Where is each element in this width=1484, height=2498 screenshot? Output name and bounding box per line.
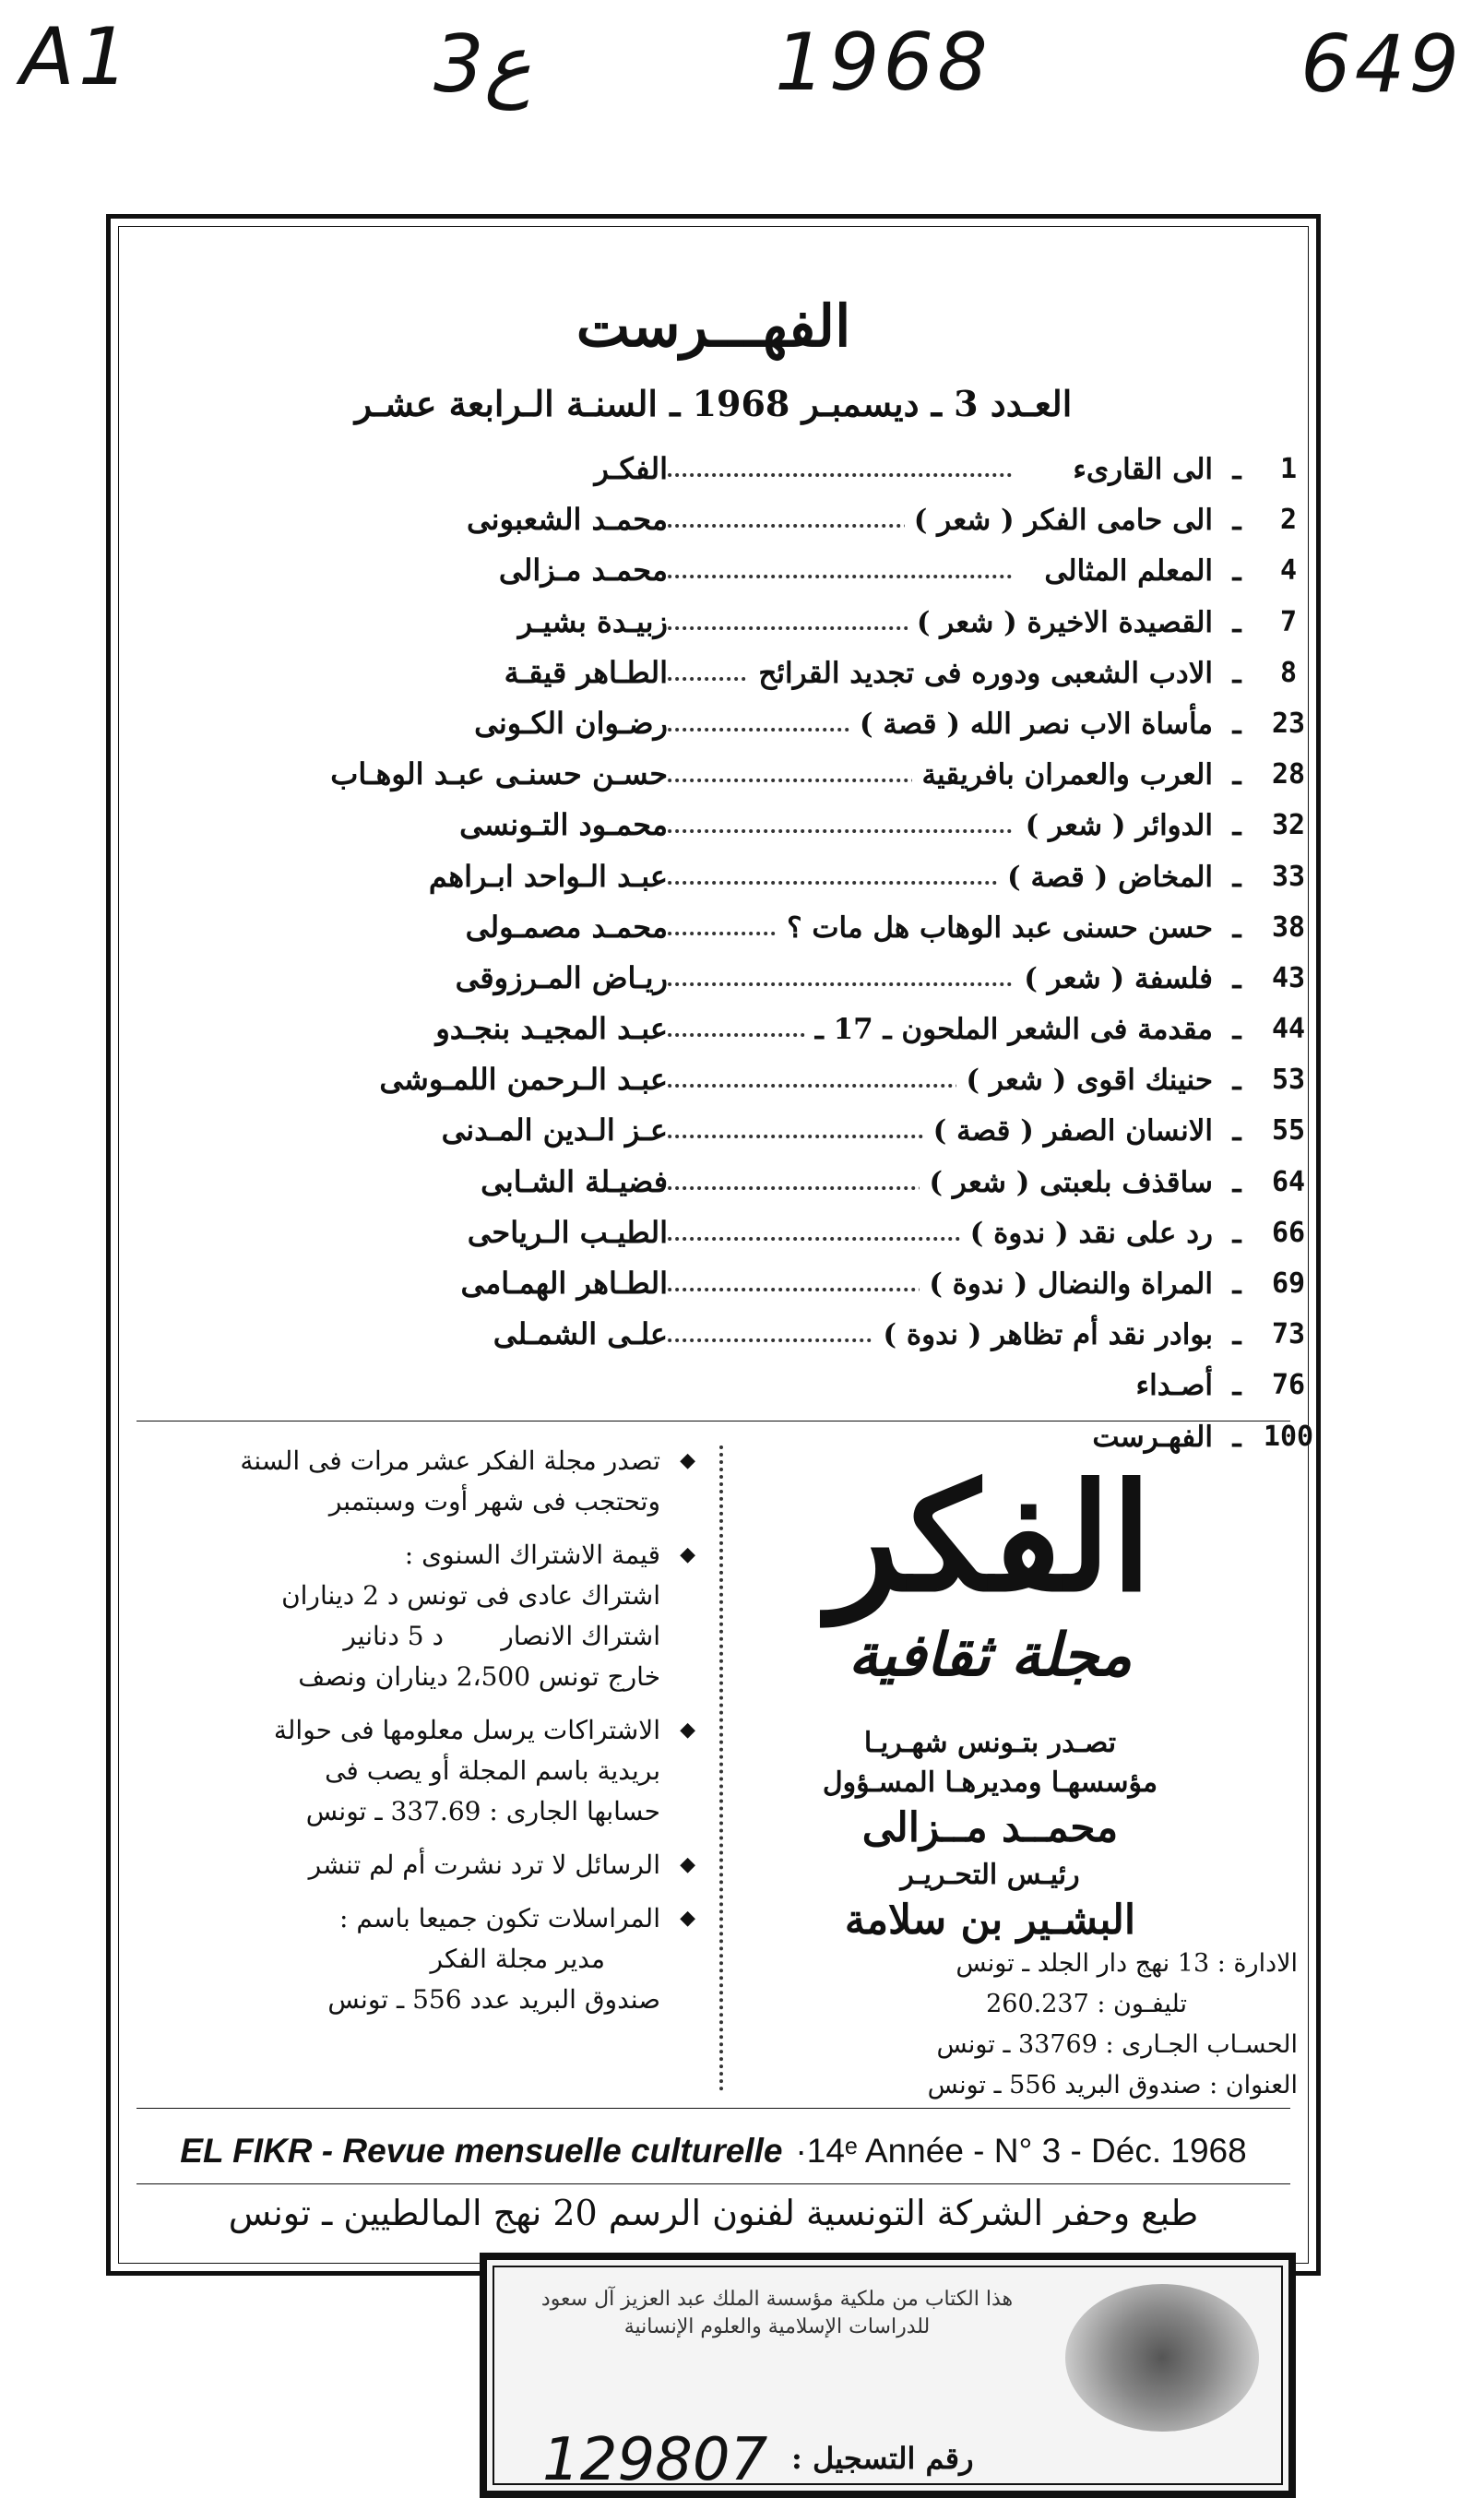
toc-page-number: 53 xyxy=(1271,1064,1306,1097)
toc-page-number: 23 xyxy=(1271,707,1306,740)
toc-page-number: 8 xyxy=(1279,656,1298,689)
toc-entry-author: عبـد الـواحد ابـراهم xyxy=(249,859,668,894)
toc-dash: ـ xyxy=(1232,504,1241,538)
toc-page-number: 33 xyxy=(1271,860,1306,893)
toc-entry-author: عبـد الـرحمن اللمـوشى xyxy=(249,1062,668,1097)
toc-entry-title: الى القارىء xyxy=(1063,453,1213,486)
info-item xyxy=(138,1441,701,1522)
toc-dash: ـ xyxy=(1232,1420,1241,1454)
editor-name: البشـير بن سلامة xyxy=(844,1897,1136,1944)
toc-entry-title: الدوائر ( شعر ) xyxy=(1016,809,1213,842)
info-line: صندوق البريد عدد 556 ـ تونس xyxy=(327,1984,660,2015)
toc-entry-title: المخاض ( قصة ) xyxy=(998,861,1213,894)
toc-entry xyxy=(249,704,1316,755)
toc-entry-author: محمـد مـزالى xyxy=(249,553,668,588)
toc-entry-title: الى حامى الفكر ( شعر ) xyxy=(905,504,1213,537)
info-line: المراسلات تكون جميعا باسم : xyxy=(339,1903,660,1933)
toc-entry-title: المراة والنضال ( ندوة ) xyxy=(920,1267,1213,1301)
toc-entry-author: الطـاهر الهمـامى xyxy=(249,1266,668,1301)
toc-entry-title: حسن حسنى عبد الوهاب هل مات ؟ xyxy=(778,911,1213,945)
toc-entry xyxy=(249,908,1316,958)
toc-entry-title: المعلم المثالى xyxy=(1035,554,1213,588)
toc-entry-title: رد على نقد ( ندوة ) xyxy=(961,1217,1213,1250)
toc-entry-title: الفهـرست xyxy=(1083,1421,1213,1454)
bullet-icon: ◆ xyxy=(680,1907,695,1930)
toc-entry-author: زبيـدة بشيـر xyxy=(249,604,668,639)
info-line: تصدر مجلة الفكر عشر مرات فى السنة xyxy=(240,1445,660,1476)
toc-page-number: 76 xyxy=(1271,1369,1306,1402)
toc-dash: ـ xyxy=(1232,1318,1241,1352)
toc-entry-author: ريـاض المـرزوقى xyxy=(249,960,668,995)
toc-page-number: 38 xyxy=(1271,910,1306,944)
toc-entry-author: حسـن حسنـى عبـد الوهـاب xyxy=(249,756,668,791)
toc-entry xyxy=(249,1213,1316,1264)
toc-entry-author: محمـود التـونسى xyxy=(249,807,668,842)
library-stamp xyxy=(480,2253,1296,2498)
toc-entry-title: العرب والعمران بافريقية xyxy=(912,758,1213,791)
toc-page-number: 4 xyxy=(1279,554,1298,588)
toc-dash: ـ xyxy=(1232,758,1241,792)
toc-title: الفهـــرست xyxy=(576,292,851,360)
toc-entry xyxy=(249,1009,1316,1060)
french-footer-title: EL FIKR - Revue mensuelle culturelle xyxy=(180,2132,783,2170)
toc-entry-title: الادب الشعبى ودوره فى تجديد القرائح xyxy=(749,657,1213,690)
toc-dash: ـ xyxy=(1232,809,1241,843)
toc-dash: ـ xyxy=(1232,1013,1241,1047)
info-line: خارج تونس 2،500 ديناران ونصف xyxy=(298,1661,660,1692)
toc-dash: ـ xyxy=(1232,656,1241,690)
toc-entry-title: ساقذف بلعبتى ( شعر ) xyxy=(920,1166,1213,1199)
magazine-logo: الفكر xyxy=(828,1451,1152,1624)
toc-entry xyxy=(249,1264,1316,1314)
toc-entry xyxy=(249,602,1316,653)
toc-dash: ـ xyxy=(1232,1165,1241,1199)
toc-entry-author: الطـاهر قيقـة xyxy=(249,655,668,690)
bullet-icon: ◆ xyxy=(680,1449,695,1472)
annotation-second: 3ع xyxy=(433,18,532,111)
info-line: بريدية باسم المجلة أو يصب فى xyxy=(325,1755,660,1786)
toc-entry xyxy=(249,500,1316,551)
page-frame xyxy=(106,214,1321,2276)
admin-details xyxy=(738,1944,1298,2106)
toc-page-number: 2 xyxy=(1279,504,1298,537)
annotation-page-number: 649 xyxy=(1300,18,1464,111)
bullet-icon: ◆ xyxy=(680,1543,695,1566)
toc-page-number: 43 xyxy=(1271,961,1306,994)
info-line: الاشتراكات يرسل معلومها فى حوالة xyxy=(273,1715,660,1745)
stamp-seal-icon xyxy=(1065,2284,1259,2432)
info-item xyxy=(138,1710,701,1832)
toc-entry-title: بوادر نقد أم تظاهر ( ندوة ) xyxy=(873,1318,1213,1351)
info-line: حسابها الجارى : 337.69 ـ تونس xyxy=(305,1796,660,1826)
toc-dash: ـ xyxy=(1232,453,1241,486)
toc-entry-title: أصـداء xyxy=(1127,1369,1213,1402)
toc-page-number: 55 xyxy=(1271,1114,1306,1148)
toc-page-number: 73 xyxy=(1271,1318,1306,1351)
toc-dash: ـ xyxy=(1232,1267,1241,1301)
bullet-icon: ◆ xyxy=(680,1853,695,1876)
toc-page-number: 28 xyxy=(1271,758,1306,791)
info-line: اشتراك الانصار د 5 دنانير xyxy=(343,1621,660,1651)
founder-name: محمــد مــزالى xyxy=(861,1804,1119,1851)
info-line: مدير مجلة الفكر xyxy=(430,1944,605,1974)
info-line: وتحتجب فى شهر أوت وسبتمبر xyxy=(328,1486,660,1517)
toc-entry-title: الانسان الصفر ( قصة ) xyxy=(924,1114,1213,1148)
toc-entry xyxy=(249,1365,1316,1416)
toc-dash: ـ xyxy=(1232,554,1241,589)
toc-dash: ـ xyxy=(1232,1114,1241,1148)
toc-entry xyxy=(249,958,1316,1009)
info-line: قيمة الاشتراك السنوى : xyxy=(404,1540,660,1570)
toc-entry-author: الفكـر xyxy=(249,451,668,486)
bullet-icon: ◆ xyxy=(680,1719,695,1742)
info-line: الرسائل لا ترد نشرت أم لم تنشر xyxy=(308,1850,660,1880)
toc-entry-author: رضـوان الكـونى xyxy=(249,706,668,741)
toc-entry xyxy=(249,1314,1316,1365)
toc-entry xyxy=(249,1111,1316,1161)
toc-entry-author: عـز الـدين المـدنى xyxy=(249,1112,668,1148)
masthead-line: تصـدر بتـونس شهـريـا xyxy=(863,1727,1117,1759)
annotation-left: A1 xyxy=(20,11,133,103)
toc-dash: ـ xyxy=(1232,1216,1241,1250)
toc-entry-author: عبـد المجيـد بنجـدو xyxy=(249,1011,668,1046)
toc-page-number: 100 xyxy=(1263,1420,1314,1453)
column-divider xyxy=(719,1445,723,2091)
toc-page-number: 44 xyxy=(1271,1013,1306,1046)
toc-dash: ـ xyxy=(1232,860,1241,894)
table-of-contents xyxy=(249,449,1316,1468)
toc-dash: ـ xyxy=(1232,707,1241,741)
toc-page-number: 1 xyxy=(1279,453,1298,485)
toc-page-number: 32 xyxy=(1271,809,1306,842)
divider xyxy=(137,2108,1290,2109)
registration-number: 129807 xyxy=(542,2426,768,2494)
info-item xyxy=(138,1845,701,1885)
toc-entry-author: محمـد مصمـولى xyxy=(249,910,668,945)
toc-entry-author: الطيـب الـرياحى xyxy=(249,1215,668,1250)
issue-line: العـدد 3 ـ ديسمبـر 1968 ـ السنـة الـرابعة عشـر xyxy=(354,383,1073,424)
toc-dash: ـ xyxy=(1232,605,1241,639)
toc-page-number: 66 xyxy=(1271,1216,1306,1249)
stamp-label: رقم التسجيل : xyxy=(791,2441,974,2476)
printer-line: طبع وحفر الشركة التونسية لفنون الرسم 20 نهج المالطيين ـ تونس xyxy=(228,2193,1199,2233)
toc-page-number: 69 xyxy=(1271,1267,1306,1300)
toc-entry-author: محمـد الشعبونى xyxy=(249,502,668,537)
toc-entry-title: القصيدة الاخيرة ( شعر ) xyxy=(908,606,1213,639)
stamp-text: هذا الكتاب من ملكية مؤسسة الملك عبد العزيز آل سعود للدراسات الإسلامية والعلوم الإنسانية xyxy=(540,2288,1014,2338)
toc-dash: ـ xyxy=(1232,1369,1241,1403)
annotation-year: 1968 xyxy=(775,17,991,109)
toc-page-number: 7 xyxy=(1279,605,1298,638)
toc-entry-title: مأساة الاب نصر الله ( قصة ) xyxy=(850,708,1213,741)
toc-entry-title: حنينك اقوى ( شعر ) xyxy=(956,1064,1213,1097)
toc-dash: ـ xyxy=(1232,961,1241,995)
french-footer xyxy=(111,2119,1316,2183)
toc-entry xyxy=(249,1060,1316,1111)
admin-line: تليفـون : 260.237 xyxy=(986,1990,1187,2018)
toc-entry-author: فضيـلة الشـابى xyxy=(249,1164,668,1199)
info-item xyxy=(138,1898,701,2020)
toc-entry xyxy=(249,551,1316,601)
divider xyxy=(137,2183,1290,2184)
admin-line: العنوان : صندوق البريد 556 ـ تونس xyxy=(927,2071,1298,2100)
info-item xyxy=(138,1535,701,1697)
toc-entry-title: مقدمة فى الشعر الملحون ـ 17 ـ xyxy=(806,1013,1213,1046)
toc-entry xyxy=(249,653,1316,704)
toc-entry xyxy=(249,1162,1316,1213)
magazine-subtitle: مجلة ثقافية xyxy=(848,1621,1133,1690)
toc-entry-author: علـى الشمـلى xyxy=(249,1316,668,1351)
toc-dash: ـ xyxy=(1232,910,1241,945)
editor-label: رئيـس التحـريـر xyxy=(900,1859,1080,1891)
toc-entry xyxy=(249,857,1316,908)
toc-entry-title: فلسفة ( شعر ) xyxy=(1015,962,1213,995)
french-footer-issue: ·14ᵉ Année - N° 3 - Déc. 1968 xyxy=(795,2132,1247,2170)
toc-page-number: 64 xyxy=(1271,1165,1306,1198)
admin-line: الحسـاب الجـارى : 33769 ـ تونس xyxy=(936,2030,1298,2059)
toc-entry xyxy=(249,755,1316,805)
admin-line: الادارة : 13 نهج دار الجلد ـ تونس xyxy=(956,1949,1298,1978)
subscription-info xyxy=(138,1441,701,2033)
toc-entry xyxy=(249,805,1316,856)
info-line: اشتراك عادى فى تونس د 2 ديناران xyxy=(281,1580,660,1611)
masthead-line: مؤسسهـا ومديرهـا المسـؤول xyxy=(822,1766,1158,1799)
toc-dash: ـ xyxy=(1232,1064,1241,1098)
toc-entry xyxy=(249,449,1316,500)
